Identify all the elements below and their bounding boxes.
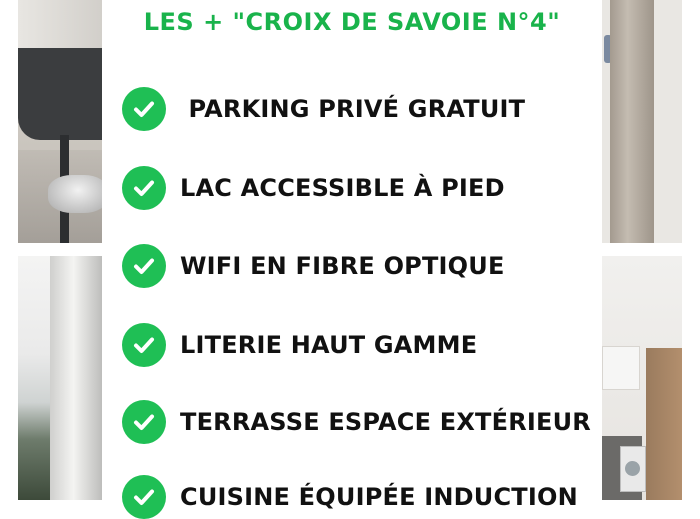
check-circle-icon [122, 166, 166, 210]
kitchen-washer-photo [602, 256, 682, 500]
check-circle-icon [122, 475, 166, 519]
amenity-label: LITERIE HAUT GAMME [180, 331, 478, 359]
amenity-item-terrace [122, 400, 591, 444]
amenity-label: LAC ACCESSIBLE À PIED [180, 174, 505, 202]
check-circle-icon [122, 400, 166, 444]
kitchen-bar-photo [18, 0, 102, 243]
amenity-item-lake [122, 166, 505, 210]
amenity-item-wifi [122, 244, 505, 288]
wood-pillar-photo [602, 0, 682, 243]
amenity-label: TERRASSE ESPACE EXTÉRIEUR [180, 408, 591, 436]
amenity-label: CUISINE ÉQUIPÉE INDUCTION [180, 483, 578, 511]
amenity-item-parking [122, 87, 525, 131]
check-circle-icon [122, 244, 166, 288]
amenity-label: WIFI EN FIBRE OPTIQUE [180, 252, 505, 280]
amenity-item-kitchen [122, 475, 578, 519]
check-circle-icon [122, 323, 166, 367]
check-circle-icon [122, 87, 166, 131]
amenity-item-bedding [122, 323, 477, 367]
amenities-panel [102, 0, 602, 511]
amenities-list [102, 0, 602, 511]
page-title: LES + "CROIX DE SAVOIE N°4" [143, 8, 561, 36]
mountain-view-photo [18, 256, 102, 500]
amenity-label: PARKING PRIVÉ GRATUIT [180, 95, 526, 123]
